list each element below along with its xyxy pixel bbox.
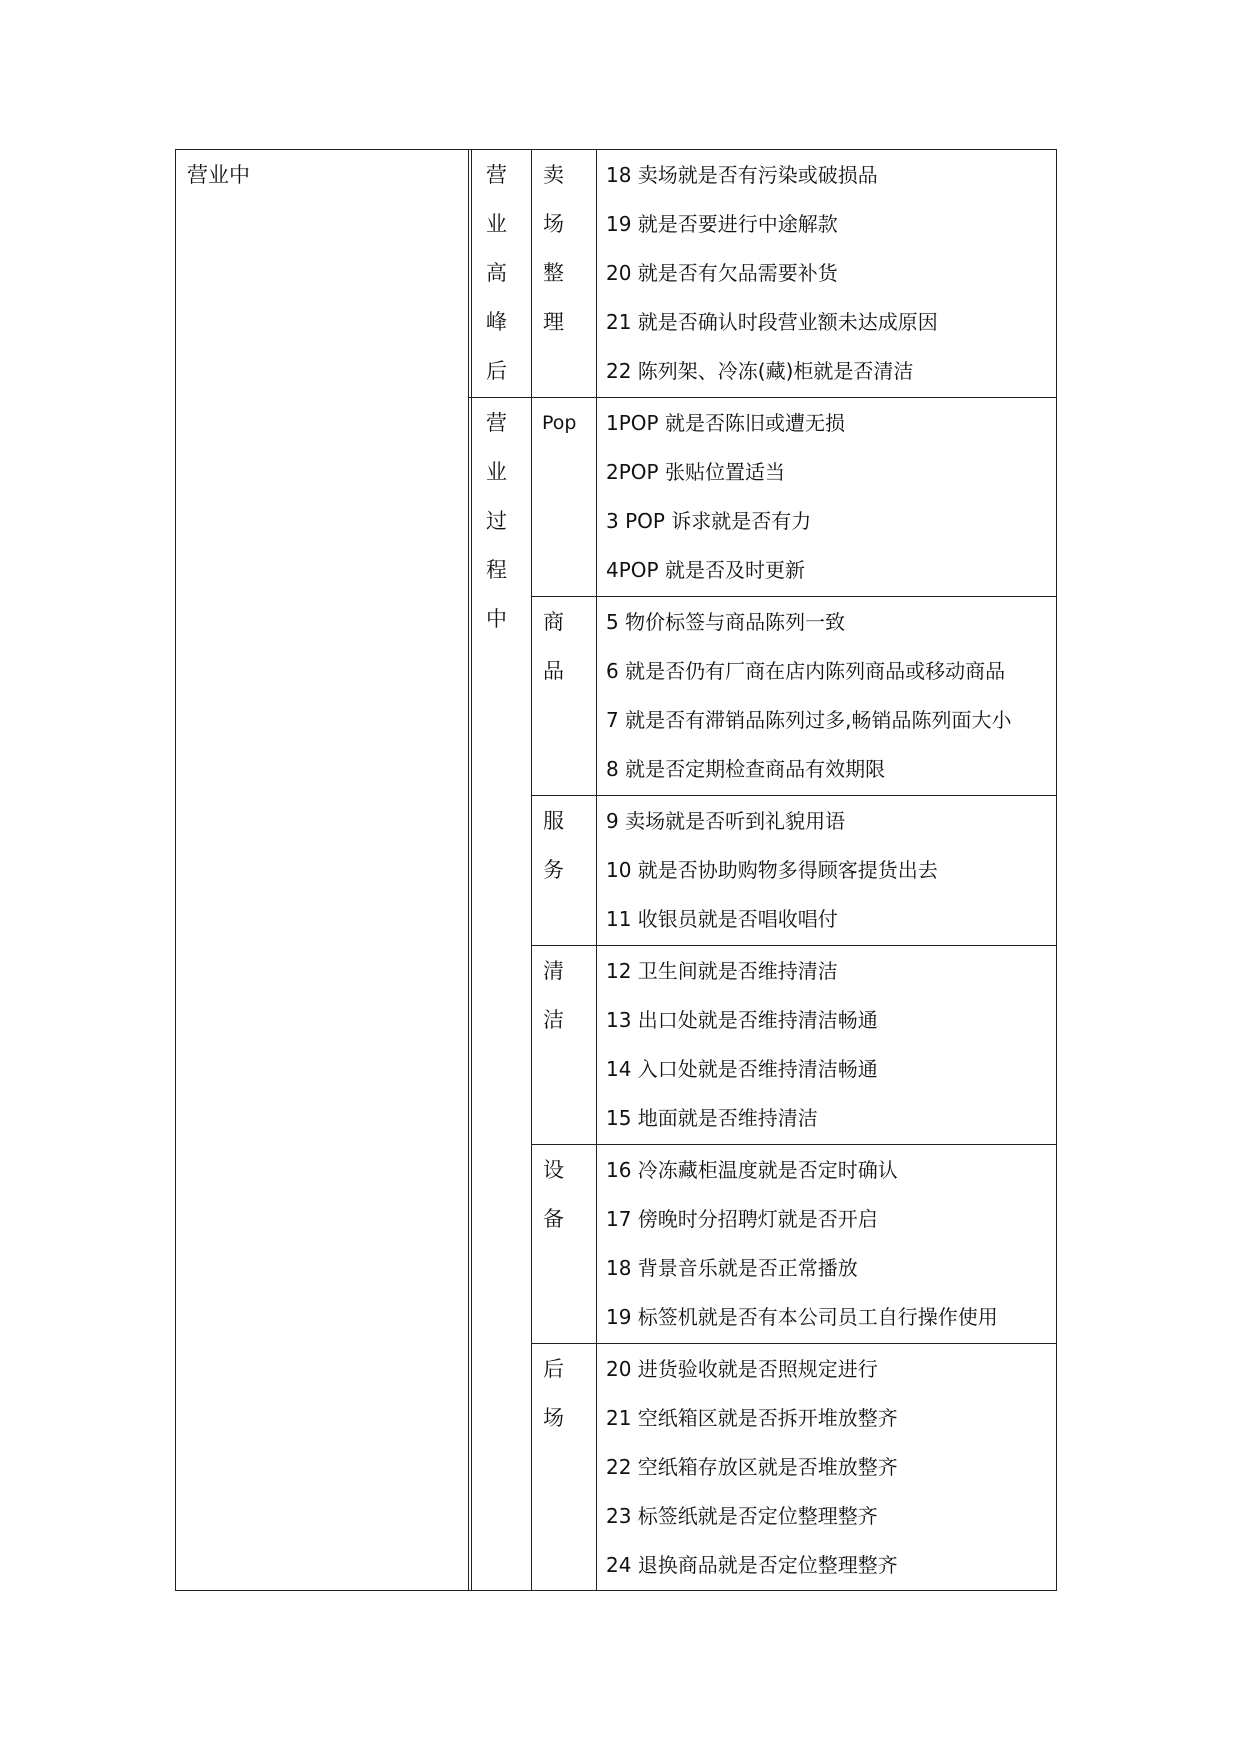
row-divider — [468, 397, 1057, 398]
category-label — [543, 1146, 564, 1244]
category-label-char: 服 — [543, 809, 564, 833]
checklist-item: 12 卫生间就是否维持清洁 — [606, 959, 838, 983]
checklist-item: 21 空纸箱区就是否拆开堆放整齐 — [606, 1406, 898, 1430]
column-divider — [596, 149, 597, 1591]
phase-process-label-char: 中 — [486, 607, 507, 631]
checklist-item: 4POP 就是否及时更新 — [606, 558, 805, 582]
column-divider — [471, 149, 472, 1591]
column-divider — [531, 149, 532, 1591]
category-label — [543, 947, 564, 1045]
checklist-item: 13 出口处就是否维持清洁畅通 — [606, 1008, 878, 1032]
category-label-char: 场 — [543, 1406, 564, 1430]
category-label-char: 设 — [543, 1158, 564, 1182]
phase-process-label — [486, 399, 507, 644]
checklist-item: 6 就是否仍有厂商在店内陈列商品或移动商品 — [606, 659, 1006, 683]
phase-peak-label — [486, 151, 507, 396]
checklist-item: 19 就是否要进行中途解款 — [606, 212, 838, 236]
checklist-item: 5 物价标签与商品陈列一致 — [606, 610, 846, 634]
category-label — [543, 1345, 564, 1443]
phase-process-label-char: 程 — [486, 558, 507, 582]
category-label-char: 品 — [543, 659, 564, 683]
checklist-item: 20 就是否有欠品需要补货 — [606, 261, 838, 285]
row-divider — [531, 795, 1057, 796]
row-divider — [531, 1144, 1057, 1145]
stage-label: 营业中 — [187, 163, 250, 187]
checklist-item: 7 就是否有滞销品陈列过多,畅销品陈列面大小 — [606, 708, 1012, 732]
checklist-item: 18 卖场就是否有污染或破损品 — [606, 163, 878, 187]
checklist-item: 22 空纸箱存放区就是否堆放整齐 — [606, 1455, 898, 1479]
phase-process-label-char: 业 — [486, 460, 507, 484]
phase-process-label-char: 过 — [486, 509, 507, 533]
checklist-item: 21 就是否确认时段营业额未达成原因 — [606, 310, 938, 334]
checklist-item: 15 地面就是否维持清洁 — [606, 1106, 818, 1130]
category-label: Pop — [542, 412, 577, 434]
phase-peak-label-char: 后 — [486, 359, 507, 383]
category-label-char: 场 — [543, 212, 564, 236]
category-label-char: 备 — [543, 1207, 564, 1231]
row-divider — [531, 945, 1057, 946]
row-divider — [531, 1343, 1057, 1344]
checklist-item: 23 标签纸就是否定位整理整齐 — [606, 1504, 878, 1528]
category-label — [543, 797, 564, 895]
category-label-char: 洁 — [543, 1008, 564, 1032]
checklist-item: 18 背景音乐就是否正常播放 — [606, 1256, 858, 1280]
category-label — [543, 151, 564, 347]
category-label-char: 卖 — [543, 163, 564, 187]
checklist-item: 17 傍晚时分招聘灯就是否开启 — [606, 1207, 878, 1231]
checklist-item: 24 退换商品就是否定位整理整齐 — [606, 1553, 898, 1577]
checklist-item: 8 就是否定期检查商品有效期限 — [606, 757, 886, 781]
checklist-item: 22 陈列架、冷冻(藏)柜就是否清洁 — [606, 359, 914, 383]
checklist-item: 2POP 张贴位置适当 — [606, 460, 785, 484]
checklist-item: 10 就是否协助购物多得顾客提货出去 — [606, 858, 938, 882]
checklist-item: 9 卖场就是否听到礼貌用语 — [606, 809, 846, 833]
checklist-item: 14 入口处就是否维持清洁畅通 — [606, 1057, 878, 1081]
checklist-item: 3 POP 诉求就是否有力 — [606, 509, 812, 533]
checklist-item: 16 冷冻藏柜温度就是否定时确认 — [606, 1158, 898, 1182]
checklist-item: 20 进货验收就是否照规定进行 — [606, 1357, 878, 1381]
checklist-item: 19 标签机就是否有本公司员工自行操作使用 — [606, 1305, 998, 1329]
category-label-char: 清 — [543, 959, 564, 983]
category-label-char: 理 — [543, 310, 564, 334]
checklist-item: 11 收银员就是否唱收唱付 — [606, 907, 838, 931]
phase-peak-label-char: 营 — [486, 163, 507, 187]
category-label-char: 后 — [543, 1357, 564, 1381]
checklist-item: 1POP 就是否陈旧或遭无损 — [606, 411, 845, 435]
category-label-char: 务 — [543, 858, 564, 882]
phase-peak-label-char: 峰 — [486, 310, 507, 334]
phase-process-label-char: 营 — [486, 411, 507, 435]
category-label-char: 商 — [543, 610, 564, 634]
row-divider — [531, 596, 1057, 597]
phase-peak-label-char: 业 — [486, 212, 507, 236]
phase-peak-label-char: 高 — [486, 261, 507, 285]
column-divider — [468, 149, 469, 1591]
category-label — [543, 598, 564, 696]
category-label-char: 整 — [543, 261, 564, 285]
